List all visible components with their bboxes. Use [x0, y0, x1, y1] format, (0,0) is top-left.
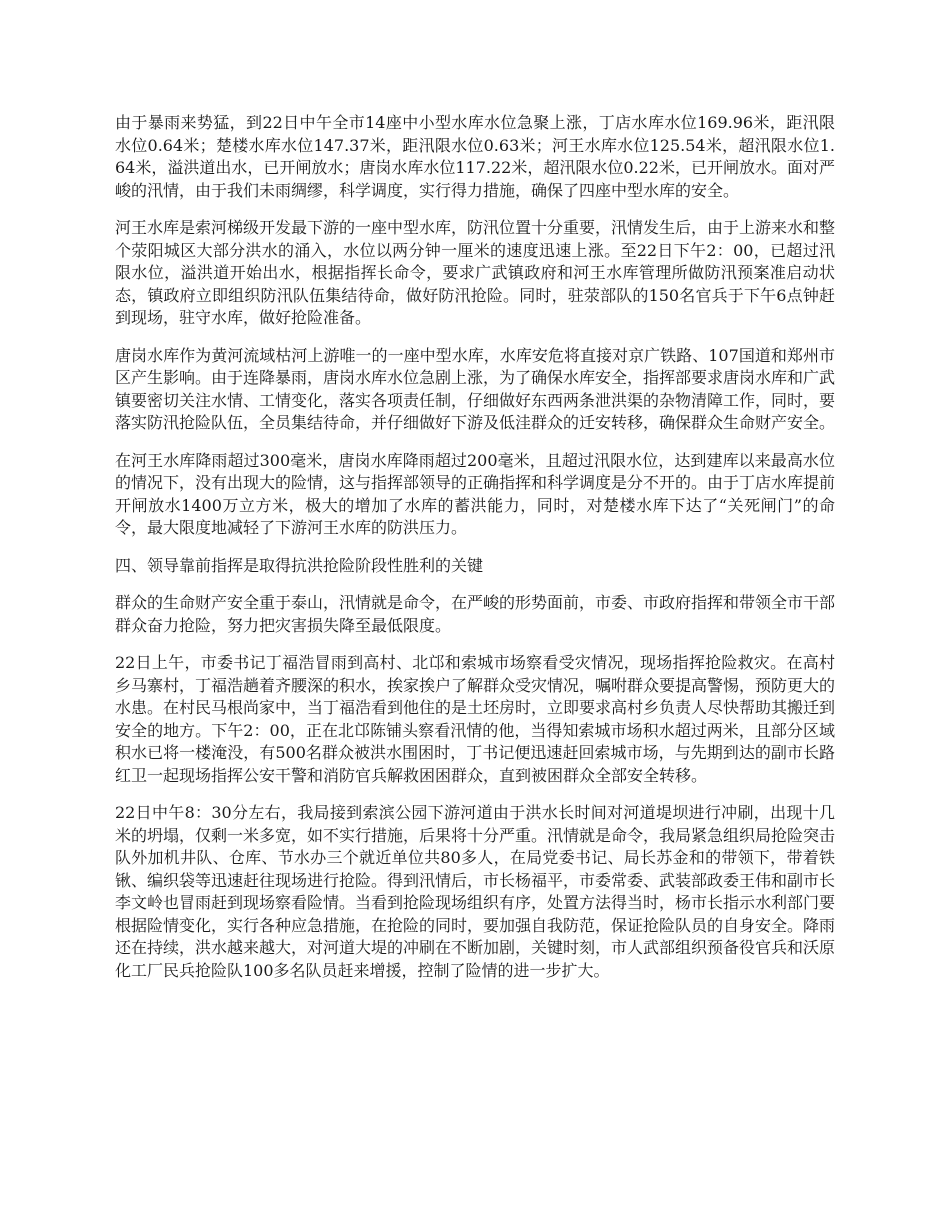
paragraph-2: 河王水库是索河梯级开发最下游的一座中型水库，防汛位置十分重要，汛情发生后，由于上游来水和整个荥阳城区大部分洪水的涌入，水位以两分钟一厘米的速度迅速上涨。至22日下午2：00，已超过汛限水位，溢洪道开始出水，根据指挥长命令，要求广武镇政府和河王水库管理所做防汛预案准启动状态，镇政府立即组织防汛队伍集结待命，做好防汛抢险。同时，驻荥部队的150名官兵于下午6点钟赶到现场，驻守水库，做好抢险准备。: [115, 218, 836, 327]
paragraph-4: 在河王水库降雨超过300毫米，唐岗水库降雨超过200毫米，且超过汛限水位，达到建库以来最高水位的情况下，没有出现大的险情，这与指挥部领导的正确指挥和科学调度是分不开的。由于丁店水库提前开闸放水1400万立方米，极大的增加了水库的蓄洪能力，同时，对楚楼水库下达了“关死闸门”的命令，最大限度地减轻了下游河王水库的防洪压力。: [115, 450, 836, 537]
paragraph-6: 22日上午，市委书记丁福浩冒雨到高村、北邙和索城市场察看受灾情况，现场指挥抢险救灾。在高村乡马寨村，丁福浩趟着齐腰深的积水，挨家挨户了解群众受灾情况，嘱咐群众要提高警惕，预防更大的水患。在村民马根尚家中，当丁福浩看到他住的是土坯房时，立即要求高村乡负责人尽快帮助其搬迁到安全的地方。下午2：00，正在北邙陈铺头察看汛情的他，当得知索城市场积水超过两米，且部分区域积水已将一楼淹没，有500名群众被洪水围困时，丁书记便迅速赶回索城市场，与先期到达的副市长路红卫一起现场指挥公安干警和消防官兵解救困困群众，直到被困群众全部安全转移。: [115, 653, 836, 785]
section-heading: 四、领导靠前指挥是取得抗洪抢险阶段性胜利的关键: [115, 555, 484, 575]
paragraph-5: 群众的生命财产安全重于泰山，汛情就是命令，在严峻的形势面前，市委、市政府指挥和带领全市干部群众奋力抢险，努力把灾害损失降至最低限度。: [115, 593, 836, 635]
paragraph-1: 由于暴雨来势猛，到22日中午全市14座中小型水库水位急聚上涨，丁店水库水位169.96米，距汛限水位0.64米；楚楼水库水位147.37米，距汛限水位0.63米；河王水库水位125.54米，超汛限水位1.64米，溢洪道出水，已开闸放水；唐岗水库水位117.22米，超汛限水位0.22米，已开闸放水。面对严峻的汛情，由于我们未雨绸缪，科学调度，实行得力措施，确保了四座中型水库的安全。: [115, 113, 835, 200]
paragraph-3: 唐岗水库作为黄河流域枯河上游唯一的一座中型水库，水库安危将直接对京广铁路、107国道和郑州市区产生影响。由于连降暴雨，唐岗水库水位急剧上涨，为了确保水库安全，指挥部要求唐岗水库和广武镇要密切关注水情、工情变化，落实各项责任制，仔细做好东西两条泄洪渠的杂物清障工作，同时，要落实防汛抢险队伍，全员集结待命，并仔细做好下游及低洼群众的迁安转移，确保群众生命财产安全。: [115, 345, 836, 432]
paragraph-7: 22日中午8：30分左右，我局接到索滨公园下游河道由于洪水长时间对河道堤坝进行冲刷，出现十几米的坍塌，仅剩一米多宽，如不实行措施，后果将十分严重。汛情就是命令，我局紧急组织局抢险突击队外加机井队、仓库、节水办三个就近单位共80多人，在局党委书记、局长苏金和的带领下，带着铁锹、编织袋等迅速赶往现场进行抢险。得到汛情后，市长杨福平，市委常委、武装部政委王伟和副市长李文岭也冒雨赶到现场察看险情。当看到抢险现场组织有序，处置方法得当时，杨市长指示水利部门要根据险情变化，实行各种应急措施，在抢险的同时，要加强自我防范，保证抢险队员的自身安全。降雨还在持续，洪水越来越大，对河道大堤的冲刷在不断加剧，关键时刻，市人武部组织预备役官兵和沃原化工厂民兵抢险队100多名队员赶来增援，控制了险情的进一步扩大。: [115, 803, 836, 980]
